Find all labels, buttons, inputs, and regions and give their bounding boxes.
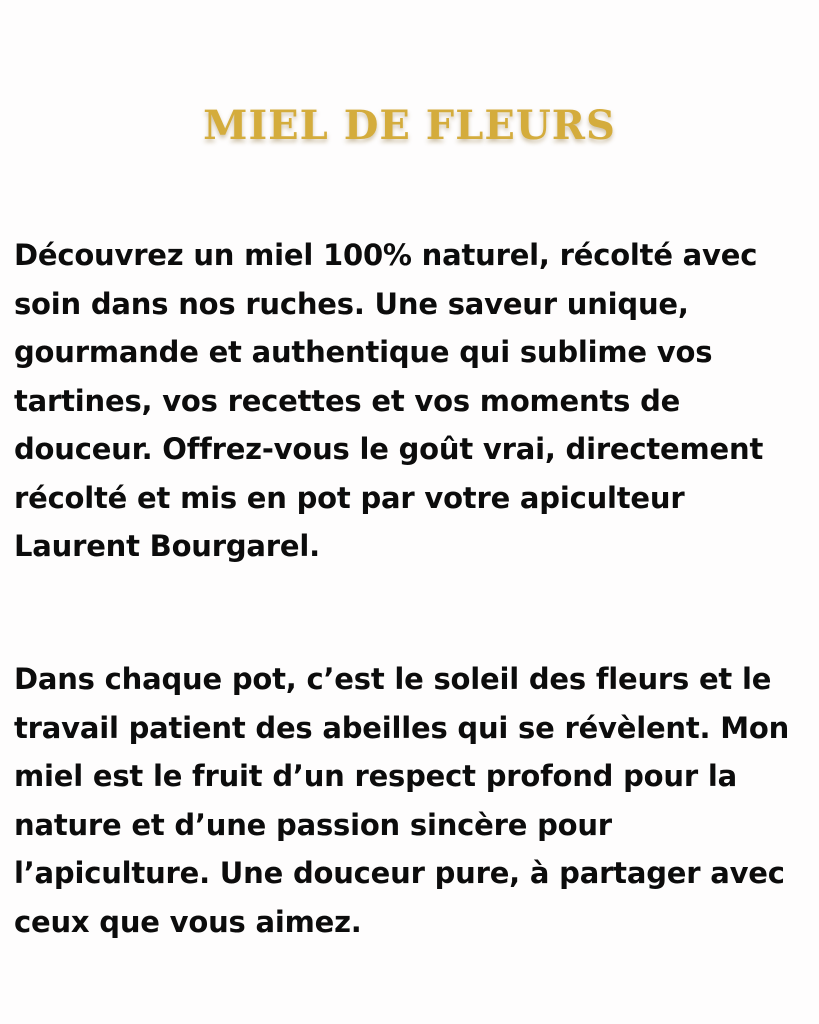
- description-paragraph-1: Découvrez un miel 100% naturel, récolté avec soin dans nos ruches. Une saveur unique, gourmande et authentique qui sublime vos tartines, vos recettes et vos moments de douceur. Offrez-vous le goût vrai, directement récolté et mis en pot par votre apiculteur Laurent Bourgarel.: [14, 238, 764, 563]
- description-paragraph-2: Dans chaque pot, c’est le soleil des fleurs et le travail patient des abeilles qui se révèlent. Mon miel est le fruit d’un respect profond pour la nature et d’une passion sincère pour l’apiculture. Une douceur pure, à partager avec ceux que vous aimez.: [14, 662, 790, 939]
- page-title: MIEL DE FLEURS: [203, 102, 616, 149]
